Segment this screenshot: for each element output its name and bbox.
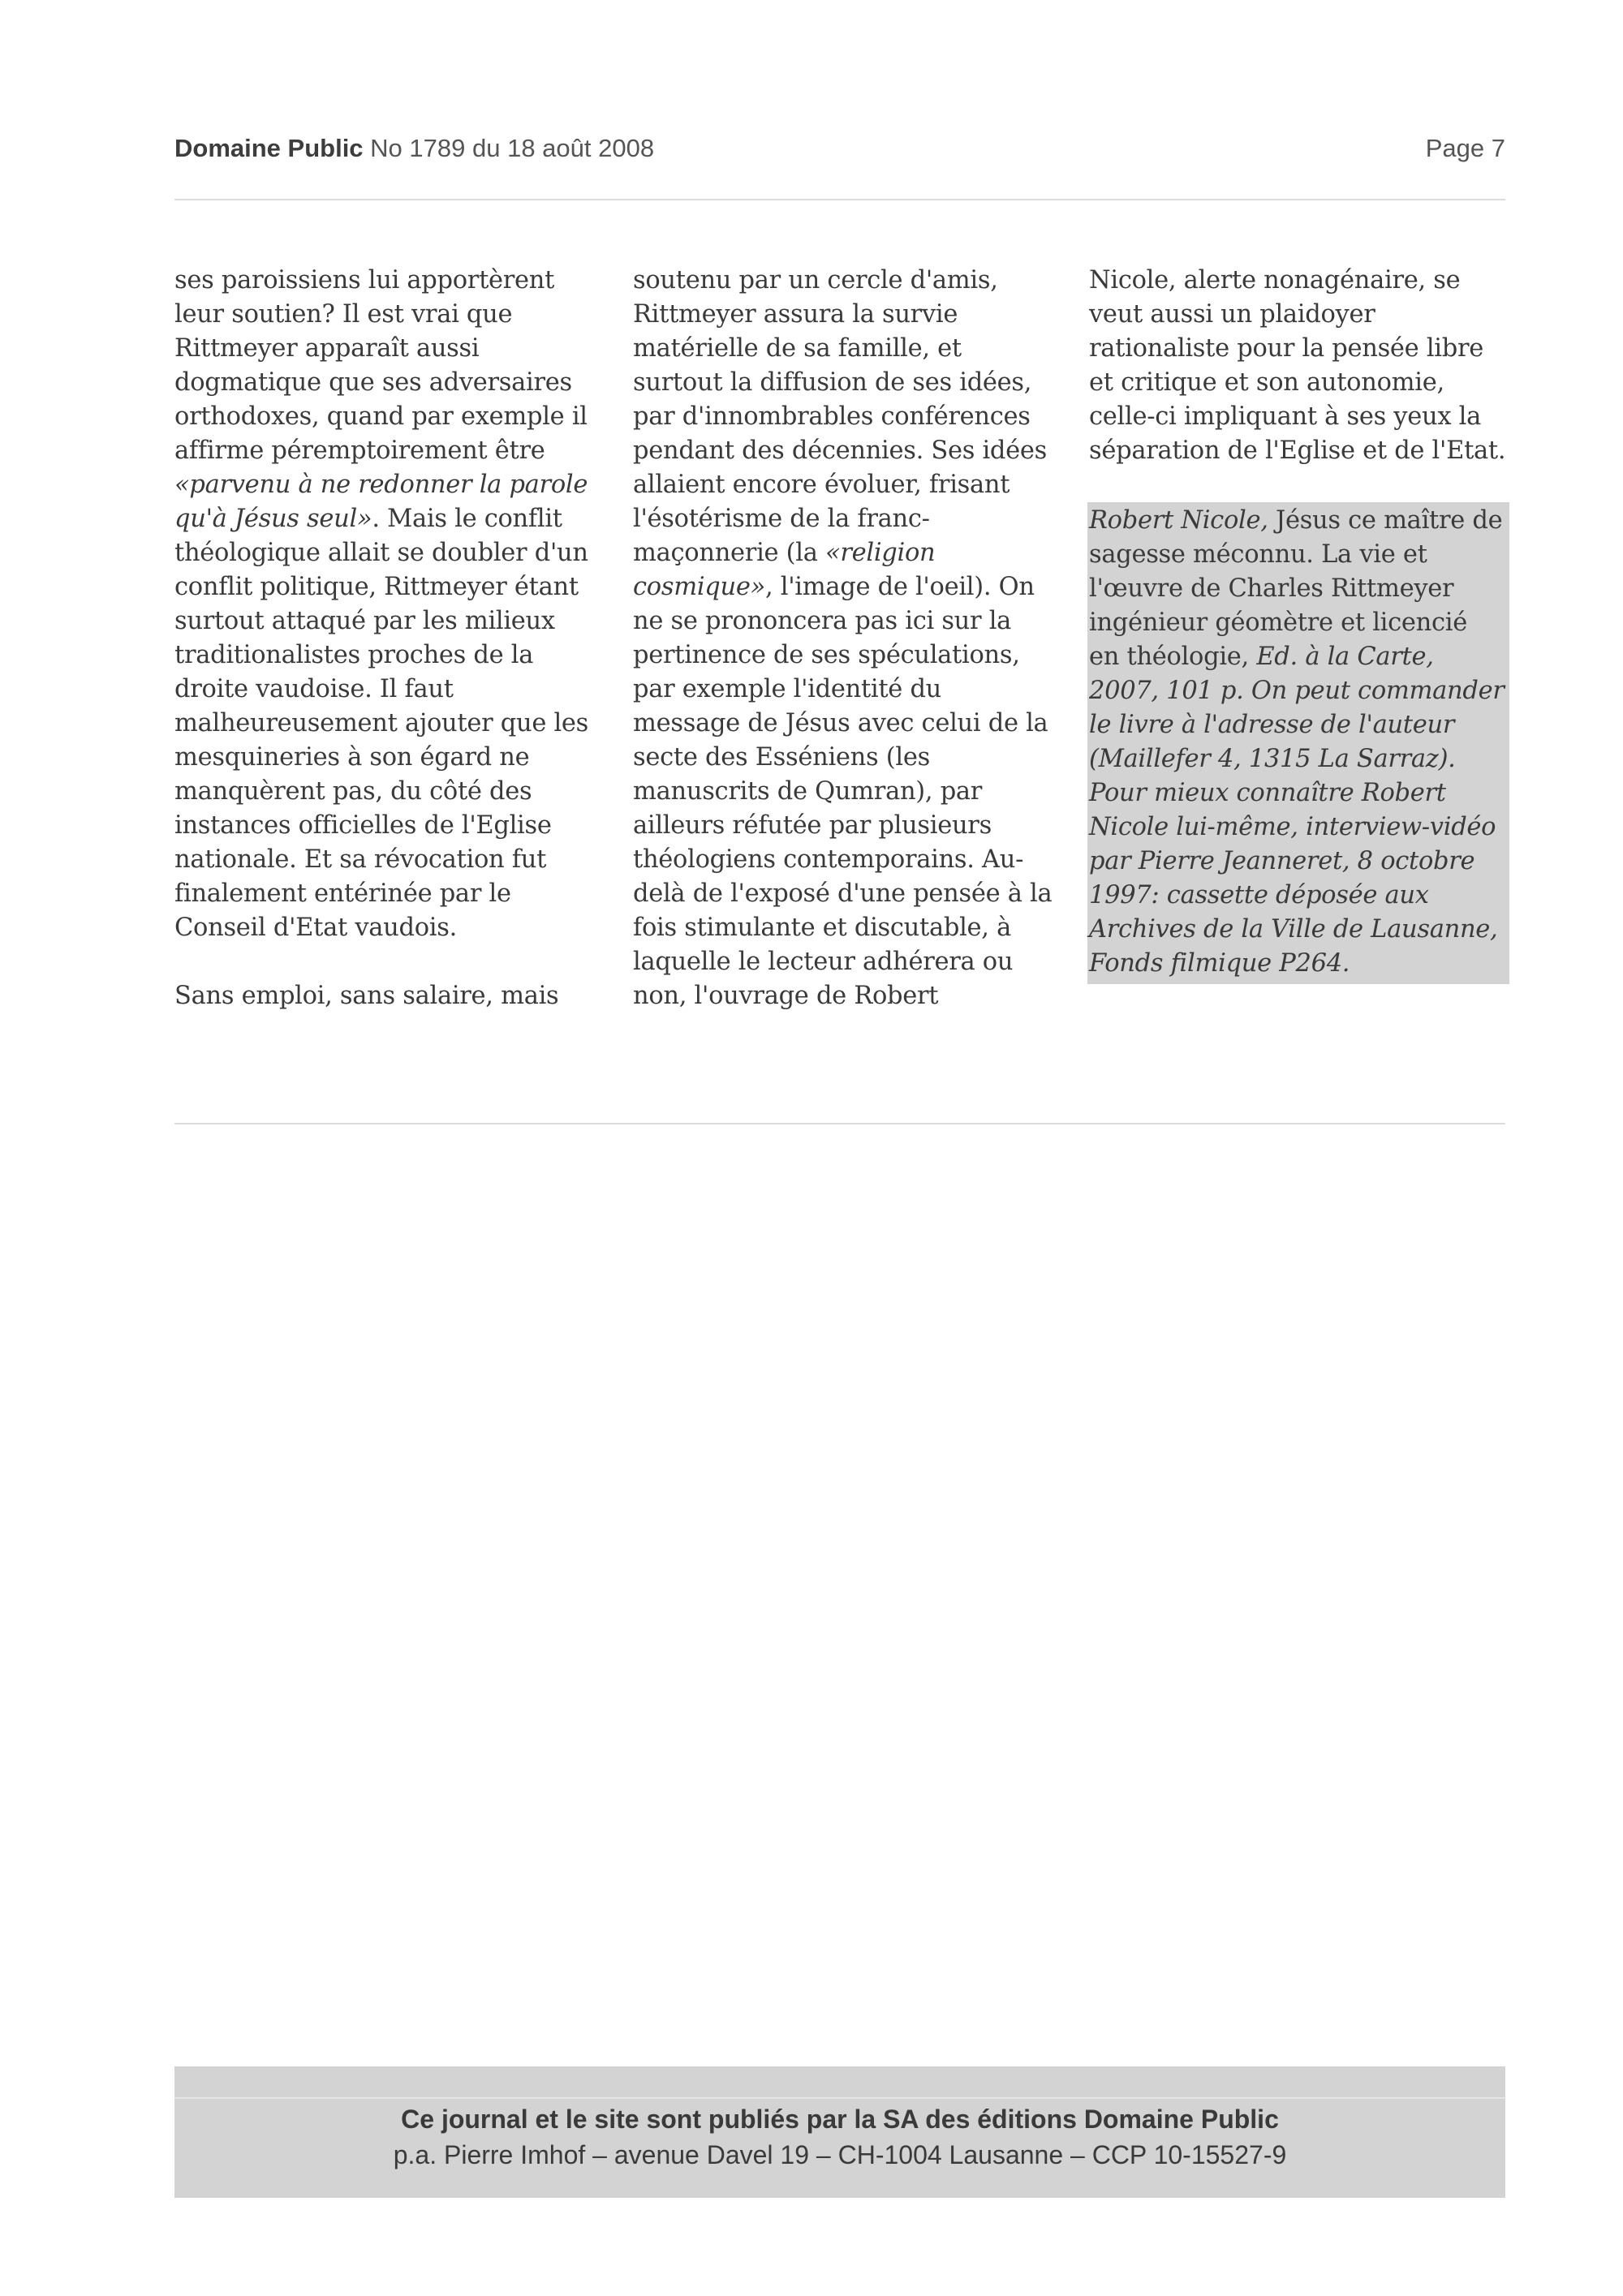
article-paragraph: Sans emploi, sans salaire, mais (174, 982, 559, 1010)
text-run: ses paroissiens lui apportèrent leur soutien? Il est vrai que Rittmeyer apparaît aussi dogmatique que ses adversaires orthodoxes, quand par exemple il affirme péremptoirement être (174, 266, 588, 465)
article-end-divider (174, 1123, 1505, 1124)
book-reference-box (1087, 502, 1509, 984)
publication-name: Domaine Public (174, 134, 364, 162)
page-header (174, 134, 1505, 170)
page-number: Page 7 (1425, 134, 1505, 162)
quote-text: «religion cosmique» (633, 539, 936, 601)
quote-text: «parvenu à ne redonner la parole qu'à Jésus seul» (174, 471, 588, 533)
reference-title: Jésus ce maître de sagesse méconnu. La vie et l'œuvre de Charles Rittmeyer ingénieur géomètre et licencié en théologie, (1089, 506, 1503, 671)
issue-info: No 1789 du 18 août 2008 (370, 134, 655, 162)
footer-address-line: p.a. Pierre Imhof – avenue Davel 19 – CH-1004 Lausanne – CCP 10-15527-9 (393, 2140, 1287, 2169)
article-column-3 (1089, 264, 1509, 984)
text-run: soutenu par un cercle d'amis, Rittmeyer assura la survie matérielle de sa famille, et surtout la diffusion de ses idées, par d'innombrables conférences pendant des décennies. Ses idées allaient encore évoluer, frisant l'ésotérisme de la franc-maçonnerie (la (633, 266, 1048, 567)
publisher-footer (174, 2066, 1505, 2198)
reference-author: Robert Nicole, (1089, 506, 1268, 535)
text-run: . Mais le conflit théologique allait se doubler d'un conflit politique, Rittmeyer étant surtout attaqué par les milieux traditionalistes proches de la droite vaudoise. Il faut malheureusement ajouter que les mesquineries à son égard ne manquèrent pas, du côté des instances officielles de l'Eglise nationale. Et sa révocation fut finalement entérinée par le Conseil d'Etat vaudois. (174, 505, 589, 942)
header-divider (174, 199, 1505, 200)
text-run: , l'image de l'oeil). On ne se prononcera pas ici sur la pertinence de ses spéculations, par exemple l'identité du message de Jésus avec celui de la secte des Esséniens (les manuscrits de Qumran), par ailleurs réfutée par plusieurs théologiens contemporains. Au-delà de l'exposé d'une pensée à la fois stimulante et discutable, à laquelle le lecteur adhérera ou non, l'ouvrage de Robert (633, 573, 1053, 1010)
article-paragraph (174, 264, 596, 945)
article-paragraph (633, 264, 1055, 1013)
footer-publisher-line: Ce journal et le site sont publiés par la SA des éditions Domaine Public (401, 2105, 1279, 2134)
article-column-2 (633, 264, 1055, 1013)
reference-details: Ed. à la Carte, 2007, 101 p. On peut commander le livre à l'adresse de l'auteur (Maillefer 4, 1315 La Sarraz). Pour mieux connaître Robert Nicole lui-même, interview-vidéo par Pierre Jeanneret, 8 octobre 1997: cassette déposée aux Archives de la Ville de Lausanne, Fonds filmique P264. (1089, 643, 1505, 978)
article-paragraph: Nicole, alerte nonagénaire, se veut aussi un plaidoyer rationaliste pour la pensée libre et critique et son autonomie, celle-ci impliquant à ses yeux la séparation de l'Eglise et de l'Etat. (1089, 266, 1506, 465)
footer-divider (174, 2097, 1505, 2099)
article-column-1 (174, 264, 596, 1013)
